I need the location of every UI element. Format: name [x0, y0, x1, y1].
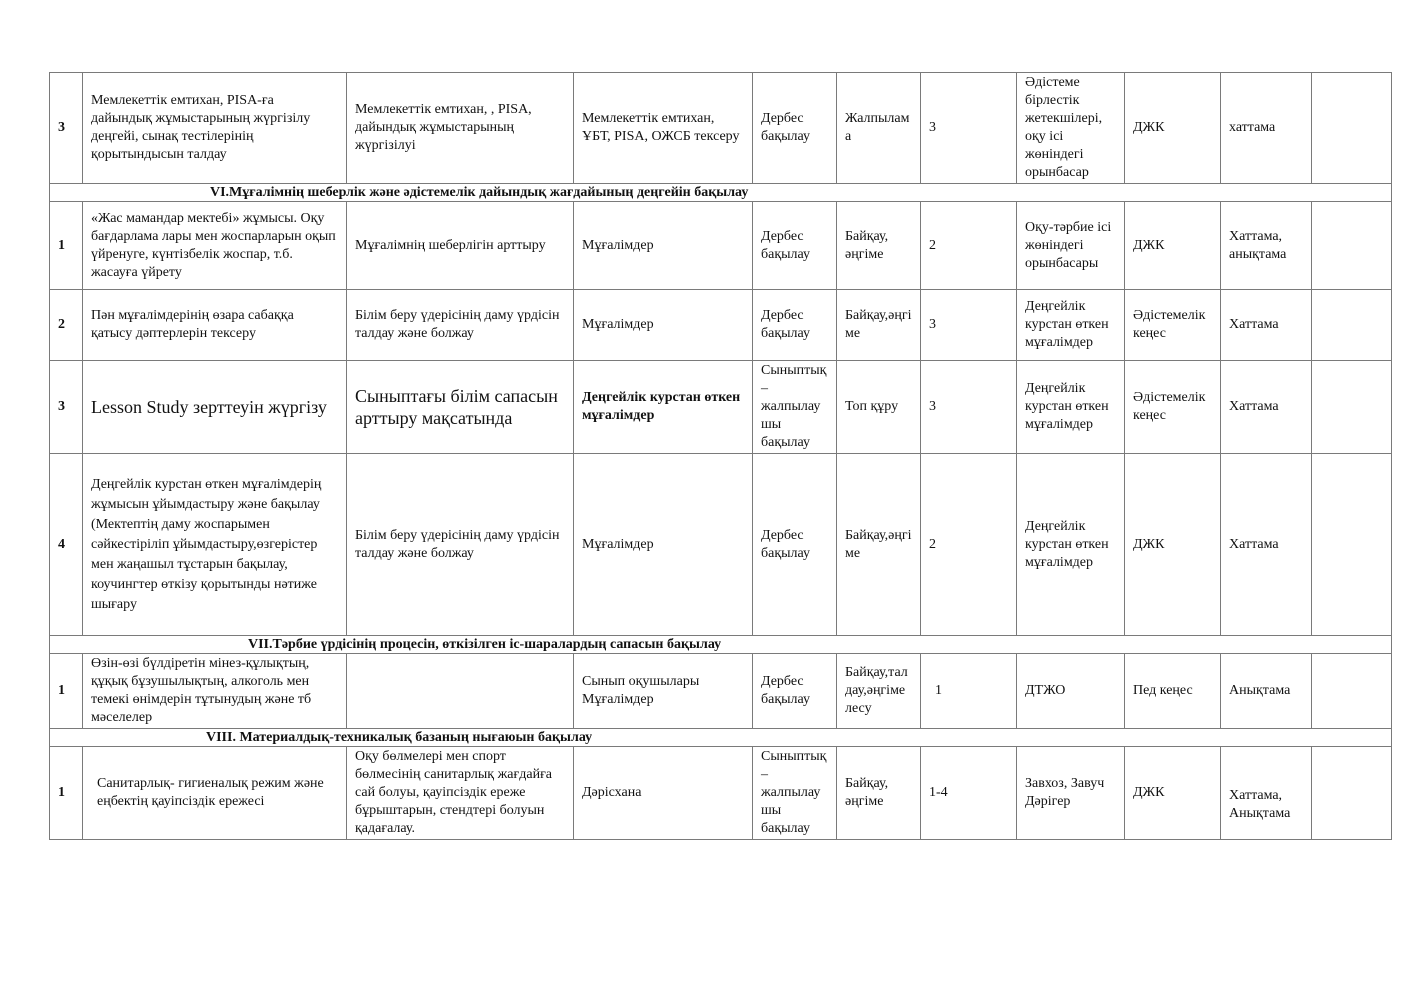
review-venue: ДЖК	[1125, 454, 1221, 636]
control-method: Жалпылама	[837, 73, 921, 184]
control-method: Топ құру	[837, 361, 921, 454]
control-period: 3	[921, 361, 1017, 454]
table-row	[50, 747, 1392, 840]
control-object: Мұғалімдер	[574, 454, 753, 636]
responsible: Деңгейлік курстан өткен мұғалімдер	[1017, 361, 1125, 454]
result-document: Хаттама, анықтама	[1221, 202, 1312, 290]
empty-cell	[1312, 454, 1392, 636]
responsible: Завхоз, Завуч Дәрігер	[1017, 747, 1125, 840]
control-period: 1	[921, 654, 1017, 729]
result-document: Анықтама	[1221, 654, 1312, 729]
section-title: VII.Тәрбие үрдісінің процесін, өткізілген іс-шаралардың сапасын бақылау	[50, 636, 1392, 654]
control-object: Мемлекеттік емтихан, ҰБТ, PISA, ОЖСБ тексеру	[574, 73, 753, 184]
empty-cell	[1312, 290, 1392, 361]
control-period: 2	[921, 454, 1017, 636]
row-number: 4	[50, 454, 83, 636]
section-title: VIII. Материалдық-техникалық базаның нығаюын бақылау	[50, 729, 1392, 747]
control-subject: Lesson Study зерттеуін жүргізу	[83, 361, 347, 454]
result-document: Хаттама	[1221, 290, 1312, 361]
row-number: 1	[50, 654, 83, 729]
responsible: Әдістеме бірлестік жетекшілері, оқу ісі жөніндегі орынбасар	[1017, 73, 1125, 184]
responsible: Оқу-тәрбие ісі жөніндегі орынбасары	[1017, 202, 1125, 290]
review-venue: Пед кеңес	[1125, 654, 1221, 729]
control-type: Дербес бақылау	[753, 290, 837, 361]
review-venue: ДЖК	[1125, 747, 1221, 840]
empty-cell	[1312, 361, 1392, 454]
control-period: 3	[921, 73, 1017, 184]
control-purpose: Мұғалімнің шеберлігін арттыру	[347, 202, 574, 290]
control-method: Байқау, әңгіме	[837, 747, 921, 840]
result-document: Хаттама, Анықтама	[1221, 747, 1312, 840]
empty-cell	[1312, 747, 1392, 840]
control-object: Сынып оқушылары Мұғалімдер	[574, 654, 753, 729]
responsible: Деңгейлік курстан өткен мұғалімдер	[1017, 454, 1125, 636]
control-type: Дербес бақылау	[753, 454, 837, 636]
result-document: хаттама	[1221, 73, 1312, 184]
control-object: Деңгейлік курстан өткен мұғалімдер	[574, 361, 753, 454]
control-purpose: Мемлекеттік емтихан, , PISA, дайындық жұмыстарының жүргізілуі	[347, 73, 574, 184]
control-method: Байқау,талдау,әңгімелесу	[837, 654, 921, 729]
control-subject: Санитарлық- гигиеналық режим және еңбектің қауіпсіздік ережесі	[83, 747, 347, 840]
result-document: Хаттама	[1221, 454, 1312, 636]
table-row	[50, 361, 1392, 454]
empty-cell	[1312, 73, 1392, 184]
table-row	[50, 454, 1392, 636]
review-venue: ДЖК	[1125, 73, 1221, 184]
control-purpose: Білім беру үдерісінің даму үрдісін талдау және болжау	[347, 290, 574, 361]
control-period: 3	[921, 290, 1017, 361]
responsible: ДТЖО	[1017, 654, 1125, 729]
review-venue: ДЖК	[1125, 202, 1221, 290]
control-purpose: Білім беру үдерісінің даму үрдісін талдау және болжау	[347, 454, 574, 636]
control-type: Дербес бақылау	[753, 73, 837, 184]
section-header	[50, 184, 1392, 202]
empty-cell	[1312, 202, 1392, 290]
control-subject: Деңгейлік курстан өткен мұғалімдерің жұмысын ұйымдастыру және бақылау (Мектептің даму жоспарымен сәйкестіріліп ұйымдастыру,өзгерістер мен жаңашыл тұстарын бақылау, коучингтер өткізу қорытынды нәтиже шығару	[83, 454, 347, 636]
responsible: Деңгейлік курстан өткен мұғалімдер	[1017, 290, 1125, 361]
row-number: 3	[50, 73, 83, 184]
control-plan-table	[49, 72, 1392, 840]
table-row	[50, 290, 1392, 361]
control-object: Мұғалімдер	[574, 290, 753, 361]
row-number: 1	[50, 202, 83, 290]
control-subject: «Жас мамандар мектебі» жұмысы. Оқу бағдарлама лары мен жоспарларын оқып үйренуге, күнтізбелік жоспар, т.б. жасауға үйрету	[83, 202, 347, 290]
control-period: 2	[921, 202, 1017, 290]
control-method: Байқау,әңгіме	[837, 454, 921, 636]
control-object: Дәрісхана	[574, 747, 753, 840]
control-purpose	[347, 654, 574, 729]
control-method: Байқау, әңгіме	[837, 202, 921, 290]
section-header	[50, 636, 1392, 654]
control-method: Байқау,әңгіме	[837, 290, 921, 361]
row-number: 1	[50, 747, 83, 840]
control-type: Дербес бақылау	[753, 654, 837, 729]
section-header	[50, 729, 1392, 747]
control-type: Дербес бақылау	[753, 202, 837, 290]
review-venue: Әдістемелік кеңес	[1125, 361, 1221, 454]
control-period: 1-4	[921, 747, 1017, 840]
table-row	[50, 202, 1392, 290]
row-number: 3	[50, 361, 83, 454]
empty-cell	[1312, 654, 1392, 729]
section-title: VI.Мұғалімнің шеберлік және әдістемелік дайындық жағдайының деңгейін бақылау	[50, 184, 1392, 202]
control-purpose: Сыныптағы білім сапасын арттыру мақсатында	[347, 361, 574, 454]
table-row	[50, 654, 1392, 729]
control-subject: Пән мұғалімдерінің өзара сабаққа қатысу дәптерлерін тексеру	[83, 290, 347, 361]
control-type: Сыныптық – жалпылаушы бақылау	[753, 361, 837, 454]
control-subject: Мемлекеттік емтихан, PISA-ға дайындық жұмыстарының жүргізілу деңгейі, сынақ тестілерінің қорытындысын талдау	[83, 73, 347, 184]
control-subject: Өзін-өзі бүлдіретін мінез-құлықтың, құқық бұзушылықтың, алкоголь мен темекі өнімдерін тұтынудың және тб мәселелер	[83, 654, 347, 729]
control-object: Мұғалімдер	[574, 202, 753, 290]
table-row	[50, 73, 1392, 184]
row-number: 2	[50, 290, 83, 361]
control-purpose: Оқу бөлмелері мен спорт бөлмесінің санитарлық жағдайға сай болуы, қауіпсіздік ереже бұрыштарын, стендтері болуын қадағалау.	[347, 747, 574, 840]
result-document: Хаттама	[1221, 361, 1312, 454]
control-type: Сыныптық – жалпылаушы бақылау	[753, 747, 837, 840]
review-venue: Әдістемелік кеңес	[1125, 290, 1221, 361]
